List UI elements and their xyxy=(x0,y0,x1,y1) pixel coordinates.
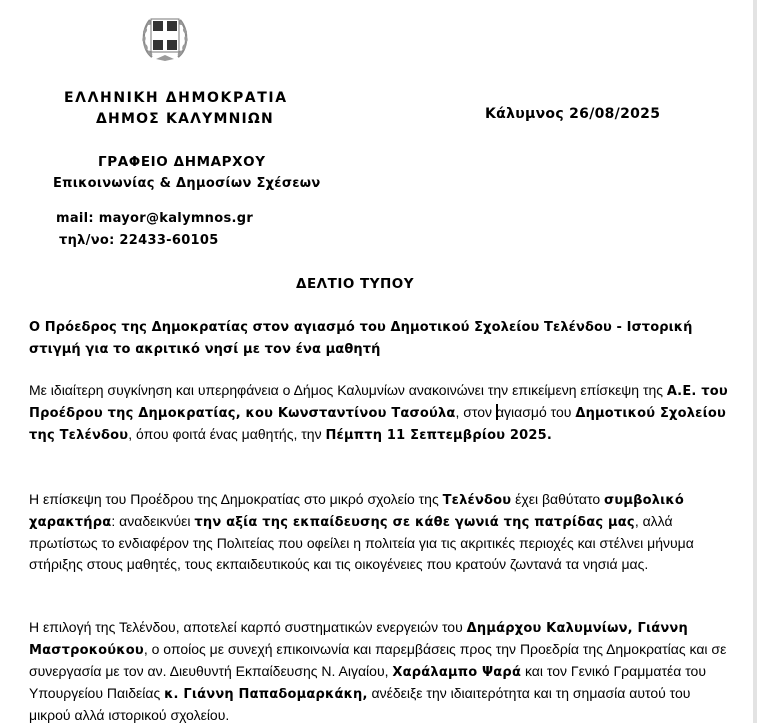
contact-mail: mail: mayor@kalymnos.gr xyxy=(56,211,254,226)
republic-heading: ΕΛΛΗΝΙΚΗ ΔΗΜΟΚΡΑΤΙΑ xyxy=(64,90,288,106)
p3-text-2: , ο οποίος με συνεχή επικοινωνία και παρεμβάσεις προς την Προεδρία της Δημοκρατίας και σε συνεργασία με τον αν. Διευθυντή Εκπαίδευσης Ν. Αιγαίου, xyxy=(29,641,727,679)
document-title: ΔΕΛΤΙΟ ΤΥΠΟΥ xyxy=(296,276,415,292)
p1-bold-1: Α.Ε. του Προέδρου της Δημοκρατίας, κου Κωνσταντίνου Τασούλα xyxy=(29,384,728,421)
office-heading: ΓΡΑΦΕΙΟ ΔΗΜΑΡΧΟΥ xyxy=(98,154,266,170)
paragraph-2 xyxy=(29,489,729,575)
p3-bold-2: Χαράλαμπο Ψαρά xyxy=(392,665,522,680)
p2-text-4: , αλλά πρωτίστως το ενδιαφέρον της Πολιτείας που οφείλει η πολιτεία για τις ακριτικές περιοχές και στέλνει μήνυμα στήριξης στους μαθητές, τους εκπαιδευτικούς και τις οικογένειες που κρατούν ζωντανά τα νησιά μας. xyxy=(29,513,694,572)
p3-text-3: και τον Γενικό Γραμματέα του Υπουργείου Παιδείας xyxy=(29,663,706,701)
municipality-heading: ΔΗΜΟΣ ΚΑΛΥΜΝΙΩΝ xyxy=(96,111,274,127)
p3-text-4: ανέδειξε την ιδιαιτερότητα και τη σημασία αυτού του μικρού αλλά ιστορικού σχολείου. xyxy=(29,685,691,723)
page-edge-scrollbar[interactable] xyxy=(753,0,757,723)
p2-text-1: Η επίσκεψη του Προέδρου της Δημοκρατίας στο μικρό σχολείο της xyxy=(29,491,443,507)
contact-phone: τηλ/νο: 22433-60105 xyxy=(59,233,219,248)
p1-bold-2: Δημοτικού Σχολείου της Τελένδου xyxy=(29,406,726,443)
p1-bold-3: Πέμπτη 11 Σεπτεμβρίου 2025. xyxy=(325,428,553,443)
p2-bold-2: συμβολικό χαρακτήρα xyxy=(29,493,684,530)
p2-text-2: έχει βαθύτατο xyxy=(511,491,605,507)
p1-text-4: , όπου φοιτά ένας μαθητής, την xyxy=(128,426,326,442)
place-date: Κάλυμνος 26/08/2025 xyxy=(485,106,661,122)
p3-text-1: Η επιλογή της Τελένδου, αποτελεί καρπό συστηματικών ενεργειών του xyxy=(29,619,467,635)
p3-bold-3: κ. Γιάννη Παπαδομαρκάκη, xyxy=(164,687,368,702)
p1-text-1: Με ιδιαίτερη συγκίνηση και υπερηφάνεια ο Δήμος Καλυμνίων ανακοινώνει την επικείμενη επίσκεψη της xyxy=(29,382,667,398)
greek-coat-of-arms-icon xyxy=(138,11,192,65)
p3-bold-1: Δημάρχου Καλυμνίων, Γιάννη Μαστροκούκου xyxy=(29,621,688,658)
p2-bold-3: την αξία της εκπαίδευσης σε κάθε γωνιά της πατρίδας μας xyxy=(194,515,635,530)
p1-text-2: , στον xyxy=(455,404,496,420)
p2-text-3: : αναδεικνύει xyxy=(111,513,195,529)
department-heading: Επικοινωνίας & Δημοσίων Σχέσεων xyxy=(53,176,321,191)
headline: Ο Πρόεδρος της Δημοκρατίας στον αγιασμό του Δημοτικού Σχολείου Τελένδου - Ιστορική στιγμή για το ακριτικό νησί με τον ένα μαθητή xyxy=(29,320,693,357)
p2-bold-1: Τελένδου xyxy=(442,493,512,508)
p1-text-3: αγιασμό του xyxy=(495,404,576,420)
paragraph-3 xyxy=(29,617,729,726)
paragraph-1 xyxy=(29,380,729,446)
